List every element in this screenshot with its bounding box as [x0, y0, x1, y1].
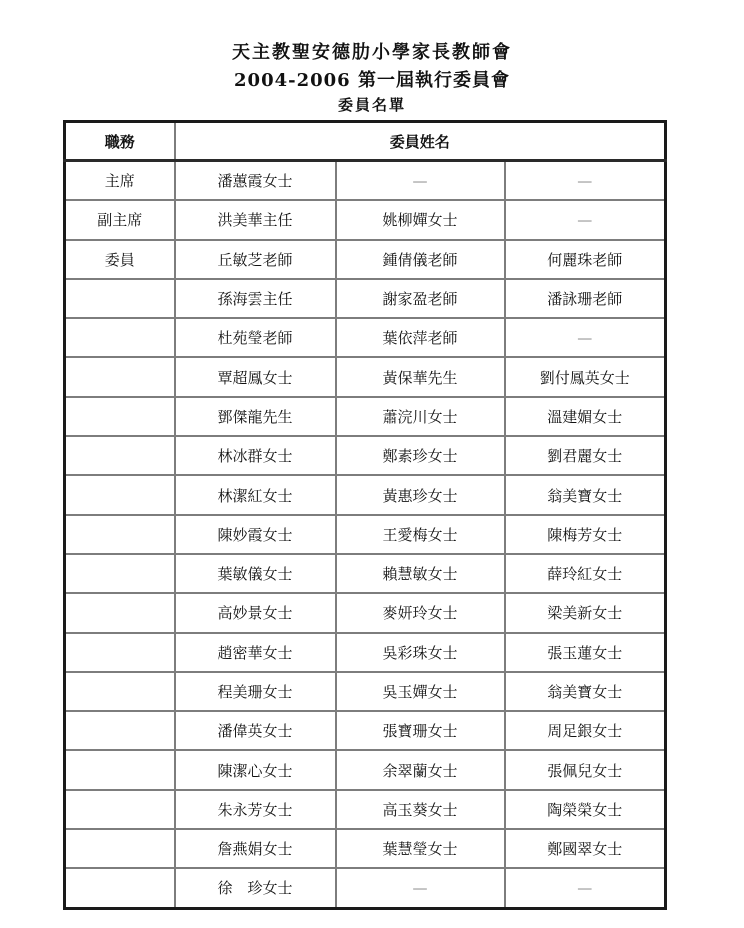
document-title-line3: 委員名單	[337, 96, 406, 114]
member-name-cell: 翁美寶女士	[505, 672, 666, 711]
position-cell	[65, 711, 175, 750]
empty-slot-dash: —	[336, 868, 505, 908]
position-cell	[65, 790, 175, 829]
position-cell	[65, 868, 175, 908]
member-name-cell: 高玉葵女士	[336, 790, 505, 829]
member-name-cell: 薛玲紅女士	[505, 554, 666, 593]
roster-row	[65, 161, 666, 201]
member-name-cell: 鍾倩儀老師	[336, 240, 505, 279]
roster-row	[65, 750, 666, 789]
member-name-cell: 謝家盈老師	[336, 279, 505, 318]
position-cell	[65, 397, 175, 436]
position-cell: 主席	[65, 161, 175, 201]
roster-row	[65, 829, 666, 868]
empty-slot-dash: —	[505, 318, 666, 357]
member-name-cell: 姚柳嬋女士	[336, 200, 505, 239]
member-name-cell: 陶榮榮女士	[505, 790, 666, 829]
member-name-cell: 翁美寶女士	[505, 475, 666, 514]
roster-row	[65, 397, 666, 436]
document-title-line2: 2004-2006 第一屆執行委員會	[234, 70, 510, 91]
member-name-cell: 張寶珊女士	[336, 711, 505, 750]
member-name-cell: 洪美華主任	[175, 200, 336, 239]
position-cell	[65, 357, 175, 396]
roster-row	[65, 790, 666, 829]
empty-slot-dash: —	[505, 868, 666, 908]
member-name-cell: 孫海雲主任	[175, 279, 336, 318]
roster-row	[65, 279, 666, 318]
roster-row	[65, 515, 666, 554]
member-name-cell: 徐 珍女士	[175, 868, 336, 908]
position-cell	[65, 750, 175, 789]
member-name-cell: 梁美新女士	[505, 593, 666, 632]
empty-slot-dash: —	[505, 200, 666, 239]
header-position: 職務	[65, 122, 175, 161]
member-name-cell: 林潔紅女士	[175, 475, 336, 514]
member-name-cell: 程美珊女士	[175, 672, 336, 711]
document-header	[0, 0, 744, 116]
committee-roster-table	[63, 120, 667, 910]
roster-row	[65, 240, 666, 279]
position-cell	[65, 672, 175, 711]
position-cell	[65, 554, 175, 593]
member-name-cell: 陳梅芳女士	[505, 515, 666, 554]
roster-row	[65, 200, 666, 239]
roster-row	[65, 436, 666, 475]
member-name-cell: 朱永芳女士	[175, 790, 336, 829]
member-name-cell: 葉依萍老師	[336, 318, 505, 357]
roster-row	[65, 593, 666, 632]
empty-slot-dash: —	[336, 161, 505, 201]
member-name-cell: 潘詠珊老師	[505, 279, 666, 318]
position-cell	[65, 515, 175, 554]
member-name-cell: 葉敏儀女士	[175, 554, 336, 593]
member-name-cell: 吳玉嬋女士	[336, 672, 505, 711]
position-cell	[65, 829, 175, 868]
roster-row	[65, 711, 666, 750]
member-name-cell: 吳彩珠女士	[336, 633, 505, 672]
member-name-cell: 鄭國翠女士	[505, 829, 666, 868]
member-name-cell: 麥妍玲女士	[336, 593, 505, 632]
roster-header-row	[65, 122, 666, 161]
roster-row	[65, 318, 666, 357]
member-name-cell: 溫建媚女士	[505, 397, 666, 436]
position-cell	[65, 593, 175, 632]
member-name-cell: 潘偉英女士	[175, 711, 336, 750]
position-cell	[65, 633, 175, 672]
member-name-cell: 何麗珠老師	[505, 240, 666, 279]
member-name-cell: 丘敏芝老師	[175, 240, 336, 279]
member-name-cell: 賴慧敏女士	[336, 554, 505, 593]
member-name-cell: 高妙景女士	[175, 593, 336, 632]
member-name-cell: 趙密華女士	[175, 633, 336, 672]
document-title-line1: 天主教聖安德肋小學家長教師會	[232, 42, 512, 63]
empty-slot-dash: —	[505, 161, 666, 201]
member-name-cell: 潘蕙霞女士	[175, 161, 336, 201]
member-name-cell: 蕭浣川女士	[336, 397, 505, 436]
position-cell	[65, 475, 175, 514]
member-name-cell: 張佩兒女士	[505, 750, 666, 789]
roster-row	[65, 357, 666, 396]
member-name-cell: 周足銀女士	[505, 711, 666, 750]
member-name-cell: 陳妙霞女士	[175, 515, 336, 554]
member-name-cell: 林冰群女士	[175, 436, 336, 475]
header-member-names: 委員姓名	[175, 122, 666, 161]
member-name-cell: 余翠蘭女士	[336, 750, 505, 789]
member-name-cell: 葉慧瑩女士	[336, 829, 505, 868]
member-name-cell: 鄭素珍女士	[336, 436, 505, 475]
member-name-cell: 黃惠珍女士	[336, 475, 505, 514]
member-name-cell: 覃超鳳女士	[175, 357, 336, 396]
member-name-cell: 詹燕娟女士	[175, 829, 336, 868]
position-cell	[65, 318, 175, 357]
member-name-cell: 王愛梅女士	[336, 515, 505, 554]
roster-row	[65, 633, 666, 672]
member-name-cell: 劉付鳳英女士	[505, 357, 666, 396]
roster-row	[65, 672, 666, 711]
member-name-cell: 黃保華先生	[336, 357, 505, 396]
member-name-cell: 鄧傑龍先生	[175, 397, 336, 436]
roster-row	[65, 868, 666, 908]
position-cell: 委員	[65, 240, 175, 279]
position-cell	[65, 279, 175, 318]
member-name-cell: 杜苑瑩老師	[175, 318, 336, 357]
member-name-cell: 劉君麗女士	[505, 436, 666, 475]
roster-row	[65, 475, 666, 514]
member-name-cell: 陳潔心女士	[175, 750, 336, 789]
position-cell	[65, 436, 175, 475]
roster-row	[65, 554, 666, 593]
member-name-cell: 張玉蓮女士	[505, 633, 666, 672]
position-cell: 副主席	[65, 200, 175, 239]
